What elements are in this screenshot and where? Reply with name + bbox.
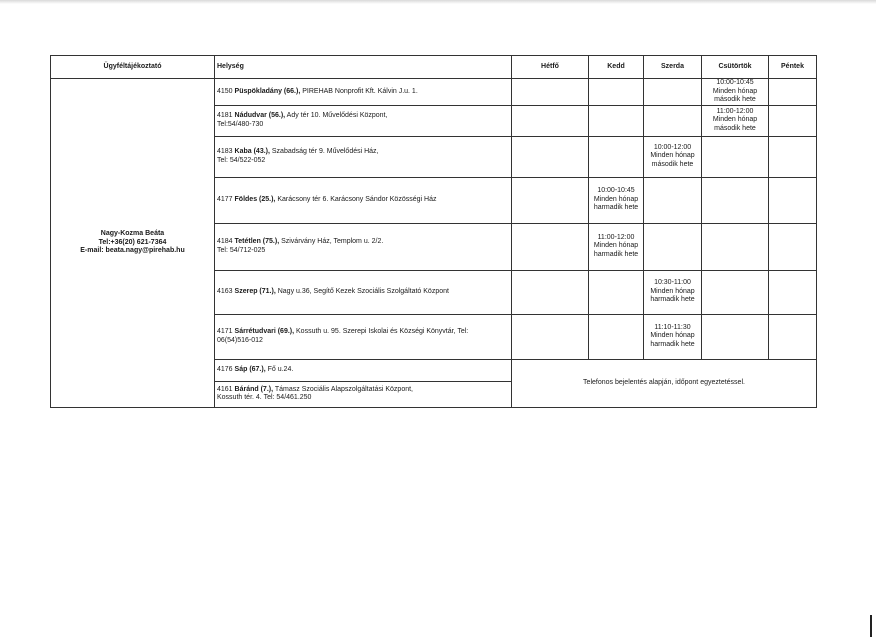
location-cell — [215, 223, 512, 270]
address-text: PIREHAB Nonprofit Kft. Kálvin J.u. 1. — [300, 87, 418, 95]
contact-email: E-mail: beata.nagy@pirehab.hu — [80, 247, 185, 254]
address-text: Támasz Szociális Alapszolgáltatási Központ, Kossuth tér. 4. Tel: 54/461.250 — [217, 385, 413, 401]
slot-friday — [769, 177, 817, 223]
contact-cell — [51, 79, 215, 408]
slot-monday — [512, 270, 589, 314]
slot-thursday — [702, 223, 769, 270]
town-name: Püspökladány (66.), — [234, 87, 301, 95]
slot-tuesday — [589, 79, 644, 106]
zip-code: 4176 — [217, 365, 233, 373]
town-name: Sáp (67.), — [234, 365, 266, 373]
header-location: Helység — [215, 56, 512, 79]
slot-tuesday — [589, 270, 644, 314]
header-day-friday: Péntek — [769, 56, 817, 79]
town-name: Nádudvar (56.), — [234, 112, 286, 119]
zip-code: 4150 — [217, 87, 233, 95]
town-name: Földes (25.), — [234, 195, 276, 203]
slot-friday — [769, 105, 817, 136]
header-row — [51, 56, 817, 79]
header-day-monday: Hétfő — [512, 56, 589, 79]
slot-monday — [512, 314, 589, 359]
town-name: Kaba (43.), — [234, 148, 270, 155]
zip-code: 4171 — [217, 328, 233, 335]
phone-appointment-note: Telefonos bejelentés alapján, időpont egyeztetéssel. — [512, 359, 817, 407]
address-text: Kossuth u. 95. Szerepi Iskolai és Községi Könyvtár, Tel: 06(54)516-012 — [217, 328, 469, 344]
slot-thursday: 11:00-12:00 Minden hónap második hete — [702, 105, 769, 136]
header-day-thursday: Csütörtök — [702, 56, 769, 79]
location-cell — [215, 105, 512, 136]
slot-tuesday — [589, 105, 644, 136]
slot-friday — [769, 136, 817, 177]
slot-wednesday — [644, 79, 702, 106]
contact-name: Nagy-Kozma Beáta — [100, 230, 165, 237]
slot-friday — [769, 223, 817, 270]
address-text: Karácsony tér 6. Karácsony Sándor Közösségi Ház — [275, 195, 437, 203]
address-text: Szivárvány Ház, Templom u. 2/2. Tel: 54/712-025 — [217, 238, 384, 254]
slot-monday — [512, 105, 589, 136]
slot-thursday — [702, 314, 769, 359]
slot-wednesday — [644, 105, 702, 136]
slot-wednesday: 11:10-11:30 Minden hónap harmadik hete — [644, 314, 702, 359]
scan-top-edge — [0, 0, 876, 4]
address-text: Ady tér 10. Művelődési Központ, Tel:54/480-730 — [217, 112, 388, 128]
slot-tuesday — [589, 136, 644, 177]
zip-code: 4181 — [217, 112, 233, 119]
scan-edge-mark — [870, 615, 872, 637]
slot-monday — [512, 177, 589, 223]
town-name: Sárrétudvari (69.), — [234, 328, 295, 335]
slot-tuesday — [589, 314, 644, 359]
town-name: Báránd (7.), — [234, 385, 274, 393]
zip-code: 4184 — [217, 238, 233, 245]
location-cell — [215, 314, 512, 359]
slot-wednesday — [644, 223, 702, 270]
slot-tuesday: 10:00-10:45 Minden hónap harmadik hete — [589, 177, 644, 223]
address-text: Nagy u.36, Segítő Kezek Szociális Szolgáltató Központ — [275, 287, 449, 295]
slot-wednesday: 10:00-12:00 Minden hónap második hete — [644, 136, 702, 177]
location-cell — [215, 270, 512, 314]
zip-code: 4163 — [217, 287, 233, 295]
slot-monday — [512, 223, 589, 270]
slot-tuesday: 11:00-12:00 Minden hónap harmadik hete — [589, 223, 644, 270]
slot-monday — [512, 79, 589, 106]
schedule-table — [50, 55, 817, 408]
location-cell — [215, 359, 512, 381]
header-day-wednesday: Szerda — [644, 56, 702, 79]
slot-thursday: 10:00-10:45 Minden hónap második hete — [702, 79, 769, 106]
slot-friday — [769, 270, 817, 314]
header-day-tuesday: Kedd — [589, 56, 644, 79]
address-text: Fő u.24. — [265, 365, 294, 373]
town-name: Tetétlen (75.), — [234, 238, 280, 245]
slot-thursday — [702, 270, 769, 314]
slot-monday — [512, 136, 589, 177]
table-row — [51, 79, 817, 106]
slot-friday — [769, 79, 817, 106]
slot-wednesday — [644, 177, 702, 223]
town-name: Szerep (71.), — [234, 287, 276, 295]
slot-thursday — [702, 136, 769, 177]
slot-thursday — [702, 177, 769, 223]
location-cell — [215, 136, 512, 177]
location-cell — [215, 381, 512, 407]
location-cell — [215, 79, 512, 106]
zip-code: 4161 — [217, 385, 233, 393]
location-cell — [215, 177, 512, 223]
header-contact: Ügyféltájékoztató — [51, 56, 215, 79]
slot-wednesday: 10:30-11:00 Minden hónap harmadik hete — [644, 270, 702, 314]
zip-code: 4183 — [217, 148, 233, 155]
schedule-body — [51, 79, 817, 408]
contact-phone: Tel:+36(20) 621-7364 — [98, 238, 167, 246]
zip-code: 4177 — [217, 195, 233, 203]
slot-friday — [769, 314, 817, 359]
address-text: Szabadság tér 9. Művelődési Ház, Tel: 54/522-052 — [217, 148, 379, 164]
